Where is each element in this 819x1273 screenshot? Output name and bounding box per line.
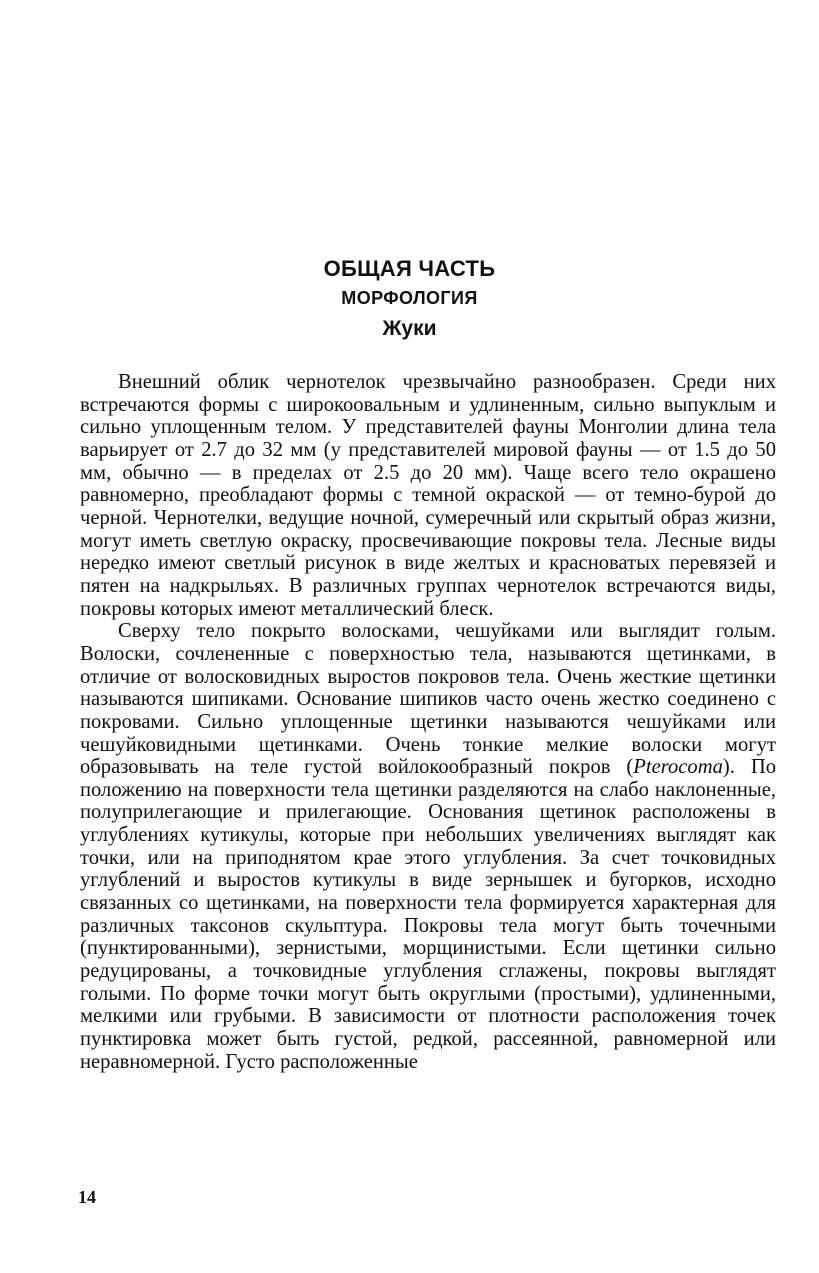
body-text	[80, 371, 776, 1073]
page-number: 14	[78, 1187, 96, 1207]
headings-block	[0, 254, 819, 346]
paragraph-1: Внешний облик чернотелок чрезвычайно разнообразен. Среди них встречаются формы с широкоовальным и удлиненным, сильно выпуклым и сильно уплощенным телом. У представителей фауны Монголии длина тела варьирует от 2.7 до 32 мм (у представителей мировой фауны — от 1.5 до 50 мм, обычно — в пределах от 2.5 до 20 мм). Чаще всего тело окрашено равномерно, преобладают формы с темной окраской — от темно-бурой до черной. Чернотелки, ведущие ночной, сумеречный или скрытый образ жизни, могут иметь светлую окраску, просвечивающие покровы тела. Лесные виды нередко имеют светлый рисунок в виде желтых и красноватых перевязей и пятен на надкрыльях. В различных группах чернотелок встречаются виды, покровы которых имеют металлический блеск.	[80, 371, 776, 620]
chapter-title: МОРФОЛОГИЯ	[341, 288, 478, 308]
genus-name: Pterocoma	[633, 756, 723, 779]
section-title: ОБЩАЯ ЧАСТЬ	[323, 256, 496, 281]
paragraph-2	[80, 620, 776, 1073]
paragraph-2-part-2: ). По положению на поверхности тела щетинки разделяются на слабо наклоненные, полуприлегающие и прилегающие. Основания щетинок расположены в углублениях кутикулы, которые при небольших увеличениях выглядят как точки, или на приподнятом крае этого углубления. За счет точковидных углублений и выростов кутикулы в виде зернышек и бугорков, исходно связанных со щетинками, на поверхности тела формируется характерная для различных таксонов скульптура. Покровы тела могут быть точечными (пунктированными), зернистыми, морщинистыми. Если щетинки сильно редуцированы, а точковидные углубления сглажены, покровы выглядят голыми. По форме точки могут быть округлыми (простыми), удлиненными, мелкими или грубыми. В зависимости от плотности расположения точек пунктировка может быть густой, редкой, рассеянной, равномерной или неравномерной. Густо расположенные	[80, 756, 777, 1073]
paragraph-2-part-1: Сверху тело покрыто волосками, чешуйками или выглядит голым. Волоски, сочлененные с поверхностью тела, называются щетинками, в отличие от волосковидных выростов покровов тела. Очень жесткие щетинки называются шипиками. Основание шипиков часто очень жестко соединено с покровами. Сильно уплощенные щетинки называются чешуйками или чешуйковидными щетинками. Очень тонкие мелкие волоски могут образовывать на теле густой войлокообразный покров (	[80, 620, 776, 779]
subsection-title: Жуки	[382, 317, 437, 340]
